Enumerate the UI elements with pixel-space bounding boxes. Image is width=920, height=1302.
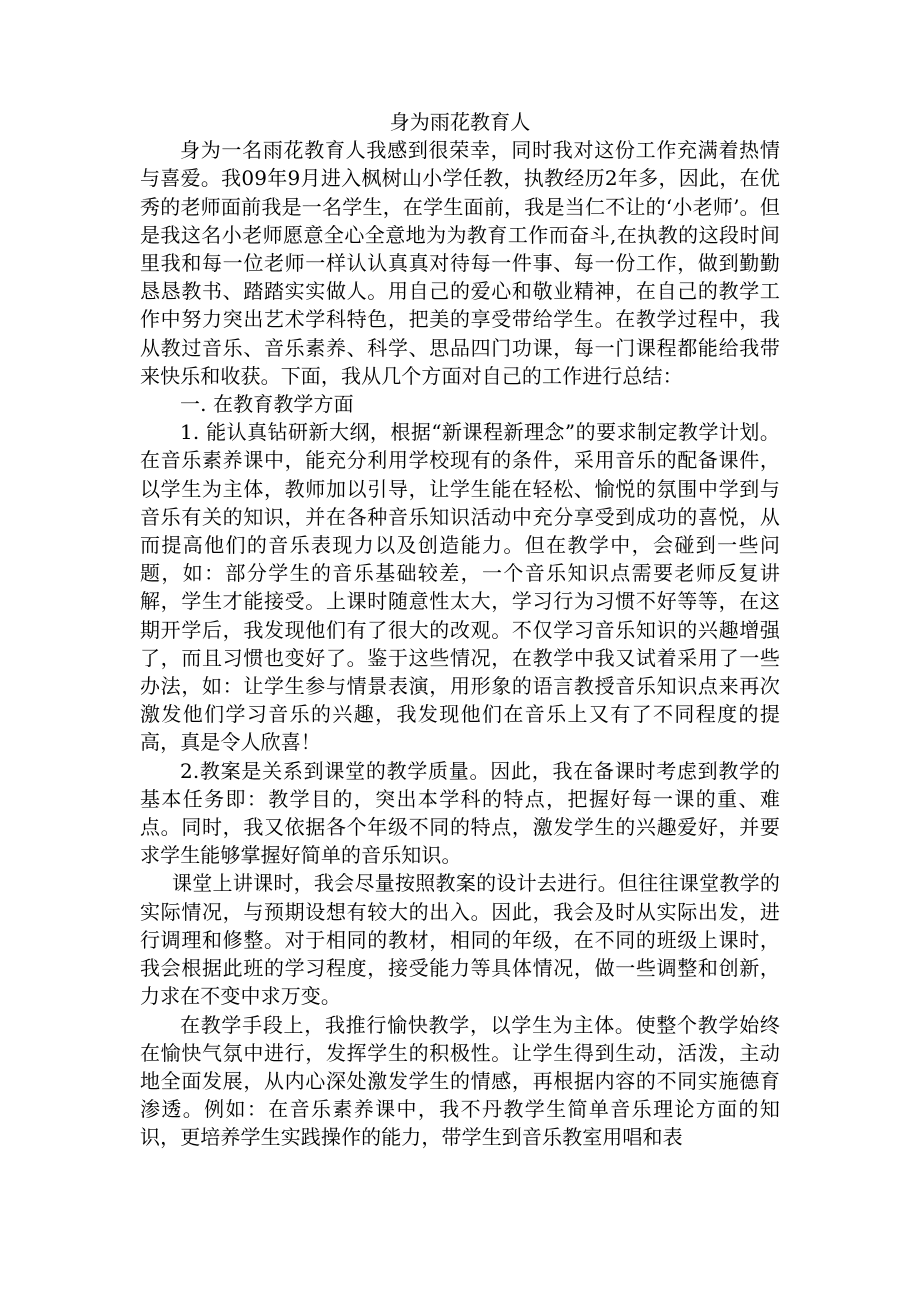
- document-title: 身为雨花教育人: [389, 110, 531, 134]
- intro-paragraph: 身为一名雨花教育人我感到很荣幸，同时我对这份工作充满着热情与喜爱。我09年9月进入枫树山小学任教，执教经历2年多，因此，在优秀的老师面前我是一名学生，在学生面前，我是当仁不让的‘小老师’。但是我这名小老师愿意全心全意地为为教育工作而奋斗,在执教的这段时间里我和每一位老师一样认认真真对待每一件事、每一份工作，做到勤勤恳恳教书、踏踏实实做人。用自己的爱心和敬业精神，在自己的教学工作中努力突出艺术学科特色，把美的享受带给学生。在教学过程中，我从教过音乐、音乐素养、科学、思品四门功课，每一门课程都能给我带来快乐和收获。下面，我从几个方面对自己的工作进行总结：: [140, 138, 780, 388]
- item-1-paragraph: 1. 能认真钻研新大纲，根据“新课程新理念”的要求制定教学计划。在音乐素养课中，能充分利用学校现有的条件，采用音乐的配备课件，以学生为主体，教师加以引导，让学生能在轻松、愉悦的氛围中学到与音乐有关的知识，并在各种音乐知识活动中充分享受到成功的喜悦，从而提高他们的音乐表现力以及创造能力。但在教学中，会碰到一些问题，如：部分学生的音乐基础较差，一个音乐知识点需要老师反复讲解，学生才能接受。上课时随意性太大，学习行为习惯不好等等，在这期开学后，我发现他们有了很大的改观。不仅学习音乐知识的兴趣增强了，而且习惯也变好了。鉴于这些情况，在教学中我又试着采用了一些办法，如：让学生参与情景表演，用形象的语言教授音乐知识点来再次激发他们学习音乐的兴趣，我发现他们在音乐上又有了不同程度的提高，真是令人欣喜！: [140, 420, 780, 755]
- item-2-paragraph: 2.教案是关系到课堂的教学质量。因此，我在备课时考虑到教学的基本任务即：教学目的，突出本学科的特点，把握好每一课的重、难点。同时，我又依据各个年级不同的特点，激发学生的兴趣爱好，并要求学生能够掌握好简单的音乐知识。: [140, 758, 780, 868]
- section-heading-teaching: 一. 在教育教学方面: [180, 392, 354, 417]
- classroom-paragraph: 课堂上讲课时，我会尽量按照教案的设计去进行。但往往课堂教学的实际情况，与预期设想有较大的出入。因此，我会及时从实际出发，进行调理和修整。对于相同的教材，相同的年级，在不同的班级上课时，我会根据此班的学习程度，接受能力等具体情况，做一些调整和创新，力求在不变中求万变。: [140, 871, 780, 1009]
- document-page: [140, 108, 780, 1152]
- teaching-methods-paragraph: 在教学手段上，我推行愉快教学，以学生为主体。使整个教学始终在愉快气氛中进行，发挥学生的积极性。让学生得到生动，活泼，主动地全面发展，从内心深处激发学生的情感，再根据内容的不同实施德育渗透。例如：在音乐素养课中，我不丹教学生简单音乐理论方面的知识，更培养学生实践操作的能力，带学生到音乐教室用唱和表: [140, 1012, 780, 1150]
